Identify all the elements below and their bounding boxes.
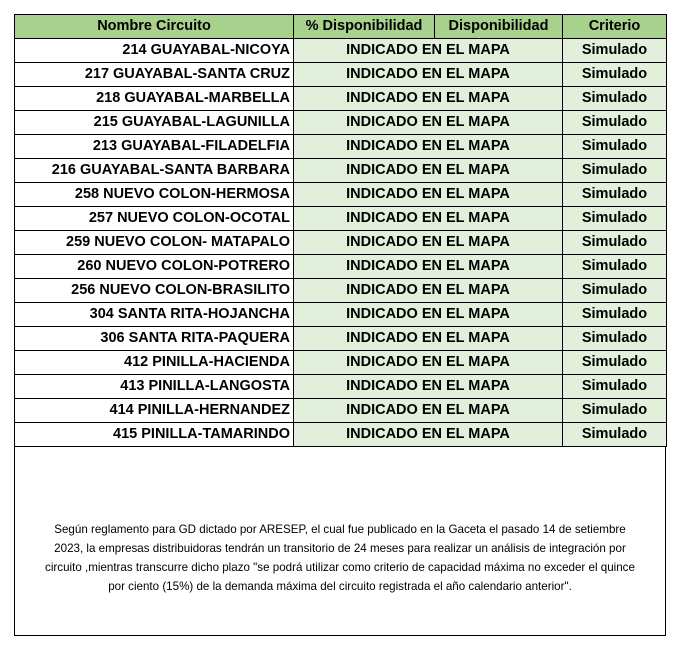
availability-cell[interactable]: INDICADO EN EL MAPA xyxy=(294,183,563,207)
table-body xyxy=(15,39,667,447)
table-header-row xyxy=(15,15,667,39)
header-porcentaje-disponibilidad[interactable]: % Disponibilidad xyxy=(294,15,435,39)
criterion-cell[interactable]: Simulado xyxy=(563,303,667,327)
table-row xyxy=(15,183,667,207)
note-cell[interactable] xyxy=(14,447,666,636)
criterion-cell[interactable]: Simulado xyxy=(563,207,667,231)
circuit-name-cell[interactable]: 257 NUEVO COLON-OCOTAL xyxy=(15,207,294,231)
note-line: circuito ,mientras transcurre dicho plazo "se podrá utilizar como criterio de capacidad máxima no exceder el quince xyxy=(45,561,635,574)
table-row xyxy=(15,351,667,375)
criterion-cell[interactable]: Simulado xyxy=(563,183,667,207)
circuit-name-cell[interactable]: 214 GUAYABAL-NICOYA xyxy=(15,39,294,63)
note-line: 2023, la empresas distribuidoras tendrán un transitorio de 24 meses para realizar un análisis de integración por xyxy=(54,542,626,555)
criterion-cell[interactable]: Simulado xyxy=(563,63,667,87)
availability-cell[interactable]: INDICADO EN EL MAPA xyxy=(294,135,563,159)
table-row xyxy=(15,207,667,231)
circuit-name-cell[interactable]: 258 NUEVO COLON-HERMOSA xyxy=(15,183,294,207)
availability-cell[interactable]: INDICADO EN EL MAPA xyxy=(294,351,563,375)
circuit-name-cell[interactable]: 256 NUEVO COLON-BRASILITO xyxy=(15,279,294,303)
spreadsheet-sheet xyxy=(14,14,666,636)
circuit-name-cell[interactable]: 213 GUAYABAL-FILADELFIA xyxy=(15,135,294,159)
table-row xyxy=(15,39,667,63)
circuit-name-cell[interactable]: 259 NUEVO COLON- MATAPALO xyxy=(15,231,294,255)
table-row xyxy=(15,231,667,255)
table-row xyxy=(15,111,667,135)
circuit-name-cell[interactable]: 217 GUAYABAL-SANTA CRUZ xyxy=(15,63,294,87)
availability-cell[interactable]: INDICADO EN EL MAPA xyxy=(294,423,563,447)
criterion-cell[interactable]: Simulado xyxy=(563,231,667,255)
criterion-cell[interactable]: Simulado xyxy=(563,399,667,423)
header-nombre-circuito[interactable]: Nombre Circuito xyxy=(15,15,294,39)
circuit-name-cell[interactable]: 304 SANTA RITA-HOJANCHA xyxy=(15,303,294,327)
criterion-cell[interactable]: Simulado xyxy=(563,159,667,183)
availability-cell[interactable]: INDICADO EN EL MAPA xyxy=(294,63,563,87)
criterion-cell[interactable]: Simulado xyxy=(563,279,667,303)
circuit-name-cell[interactable]: 412 PINILLA-HACIENDA xyxy=(15,351,294,375)
criterion-cell[interactable]: Simulado xyxy=(563,375,667,399)
table-row xyxy=(15,63,667,87)
table-row xyxy=(15,399,667,423)
circuit-name-cell[interactable]: 414 PINILLA-HERNANDEZ xyxy=(15,399,294,423)
circuit-name-cell[interactable]: 218 GUAYABAL-MARBELLA xyxy=(15,87,294,111)
availability-cell[interactable]: INDICADO EN EL MAPA xyxy=(294,87,563,111)
table-row xyxy=(15,423,667,447)
table-row xyxy=(15,135,667,159)
table-row xyxy=(15,279,667,303)
availability-cell[interactable]: INDICADO EN EL MAPA xyxy=(294,39,563,63)
table-row xyxy=(15,303,667,327)
table-row xyxy=(15,159,667,183)
criterion-cell[interactable]: Simulado xyxy=(563,351,667,375)
circuit-name-cell[interactable]: 415 PINILLA-TAMARINDO xyxy=(15,423,294,447)
criterion-cell[interactable]: Simulado xyxy=(563,327,667,351)
criterion-cell[interactable]: Simulado xyxy=(563,255,667,279)
criterion-cell[interactable]: Simulado xyxy=(563,87,667,111)
header-criterio[interactable]: Criterio xyxy=(563,15,667,39)
availability-cell[interactable]: INDICADO EN EL MAPA xyxy=(294,279,563,303)
availability-cell[interactable]: INDICADO EN EL MAPA xyxy=(294,159,563,183)
table-row xyxy=(15,327,667,351)
availability-cell[interactable]: INDICADO EN EL MAPA xyxy=(294,231,563,255)
table-row xyxy=(15,87,667,111)
circuit-name-cell[interactable]: 216 GUAYABAL-SANTA BARBARA xyxy=(15,159,294,183)
availability-cell[interactable]: INDICADO EN EL MAPA xyxy=(294,207,563,231)
header-disponibilidad[interactable]: Disponibilidad xyxy=(435,15,563,39)
circuit-table xyxy=(14,14,667,447)
table-row xyxy=(15,375,667,399)
criterion-cell[interactable]: Simulado xyxy=(563,111,667,135)
circuit-name-cell[interactable]: 260 NUEVO COLON-POTRERO xyxy=(15,255,294,279)
circuit-name-cell[interactable]: 413 PINILLA-LANGOSTA xyxy=(15,375,294,399)
note-line: por ciento (15%) de la demanda máxima del circuito registrada el año calendario anterior". xyxy=(108,580,572,593)
availability-cell[interactable]: INDICADO EN EL MAPA xyxy=(294,255,563,279)
criterion-cell[interactable]: Simulado xyxy=(563,39,667,63)
availability-cell[interactable]: INDICADO EN EL MAPA xyxy=(294,375,563,399)
circuit-name-cell[interactable]: 215 GUAYABAL-LAGUNILLA xyxy=(15,111,294,135)
availability-cell[interactable]: INDICADO EN EL MAPA xyxy=(294,327,563,351)
table-row xyxy=(15,255,667,279)
regulation-note xyxy=(41,520,639,596)
availability-cell[interactable]: INDICADO EN EL MAPA xyxy=(294,399,563,423)
note-line: Según reglamento para GD dictado por ARESEP, el cual fue publicado en la Gaceta el pasado 14 de setiembre xyxy=(54,523,626,536)
availability-cell[interactable]: INDICADO EN EL MAPA xyxy=(294,303,563,327)
criterion-cell[interactable]: Simulado xyxy=(563,135,667,159)
circuit-name-cell[interactable]: 306 SANTA RITA-PAQUERA xyxy=(15,327,294,351)
criterion-cell[interactable]: Simulado xyxy=(563,423,667,447)
availability-cell[interactable]: INDICADO EN EL MAPA xyxy=(294,111,563,135)
